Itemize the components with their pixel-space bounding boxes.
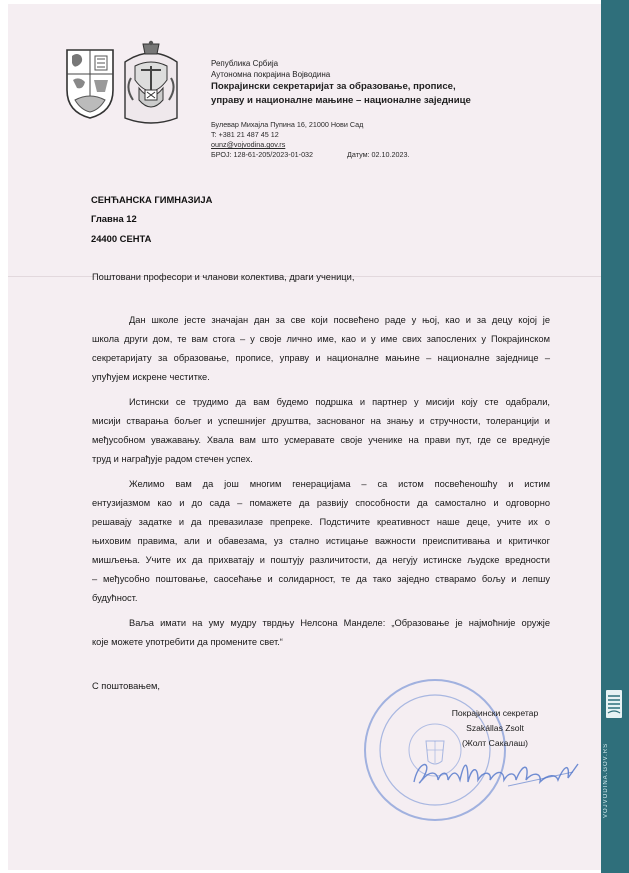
- serbia-coat-of-arms-icon: [121, 38, 181, 126]
- paragraph-2-line-3: међусобном уважавању. Хвала вам што усмеравате своје ученике на прави пут, где се вреднује: [92, 435, 550, 445]
- paragraph-3-line-4: њиховим правима, али и обавезама, уз стално истицање важности преиспитивања и критичког: [92, 536, 550, 546]
- header-phone: T: +381 21 487 45 12: [211, 130, 279, 139]
- paragraph-3-line-6: – међусобно поштовање, саосећање и солидарност, те да тако заједно стварамо бољу и лепшу: [92, 574, 550, 584]
- paragraph-1-line-2: школа други дом, те вам стога – у своје лично име, као и у име свих запослених у Покрајинском: [92, 334, 550, 344]
- paragraph-1-line-1: Дан школе јесте значајан дан за све који посвећено раде у њој, као и за децу којој је: [129, 315, 550, 325]
- header-email: ounz@vojvodina.gov.rs: [211, 140, 286, 149]
- salutation: Поштовани професори и чланови колектива, драги ученици,: [92, 272, 355, 282]
- recipient-city: 24400 СЕНТА: [91, 233, 152, 244]
- recipient-street: Главна 12: [91, 213, 137, 224]
- vojvodina-coat-of-arms-icon: [63, 44, 117, 120]
- header-reference: БРОЈ: 128-61-205/2023-01-032: [211, 150, 314, 159]
- paragraph-3-line-5: мишљења. Учите их да прихватају и поштују различитости, да негују истинске људске вредности: [92, 555, 550, 565]
- paragraph-1-line-4: упућујем искрене честитке.: [92, 372, 210, 382]
- vojvodina-logo-icon: [603, 688, 625, 720]
- paragraph-4-line-1: Ваља имати на уму мудру тврдњу Нелсона Манделе: „Образовање је најмоћније оружје: [129, 618, 550, 628]
- paragraph-4-line-2: које можете употребити да промените свет.“: [92, 637, 283, 647]
- header-secretariat-title-1: Покрајински секретаријат за образовање, прописе,: [211, 81, 456, 92]
- closing: С поштовањем,: [92, 681, 160, 691]
- paragraph-1-line-3: секретаријату за образовање, прописе, управу и националне мањине – националне заједнице –: [92, 353, 550, 363]
- header-country: Република Србија: [211, 59, 279, 68]
- paragraph-3-line-1: Желимо вам да још многим генерацијама – са истом посвећеношћу и истим: [129, 479, 550, 489]
- paragraph-3-line-3: решавају задатке и да превазилазе препреке. Подстичите креативност наше деце, учите их о: [92, 517, 550, 527]
- paragraph-3-line-2: ентузијазмом као и до сада – помажете да развију способности да самостално и одговорно: [92, 498, 550, 508]
- signature-name-cyrillic: (Жолт Сакалаш): [462, 738, 528, 748]
- header-province: Аутономна покрајина Војводина: [211, 70, 331, 79]
- official-stamp-icon: [360, 675, 510, 825]
- header-secretariat-title-2: управу и националне мањине – националне заједнице: [211, 95, 471, 106]
- paragraph-2-line-2: мисији стварања бољег и успешнијег друштва, заснованог на знању и стручности, толеранцији и: [92, 416, 550, 426]
- recipient-name: СЕНЋАНСКА ГИМНАЗИЈА: [91, 194, 213, 205]
- signature-name-latin: Szakállas Zsolt: [466, 723, 524, 733]
- paragraph-2-line-1: Истински се трудимо да вам будемо подршка и партнер у мисији коју сте одабрали,: [129, 397, 550, 407]
- paragraph-2-line-4: труд и награђује радом стечен успех.: [92, 454, 253, 464]
- strip-url-text: VOJVODINA.GOV.RS: [603, 742, 609, 818]
- signature-role: Покрајински секретар: [451, 708, 539, 718]
- handwritten-signature-icon: [408, 752, 583, 792]
- header-date: Датум: 02.10.2023.: [347, 150, 410, 159]
- paragraph-3-line-7: будућност.: [92, 593, 138, 603]
- header-address: Булевар Михајла Пупина 16, 21000 Нови Сад: [211, 120, 364, 129]
